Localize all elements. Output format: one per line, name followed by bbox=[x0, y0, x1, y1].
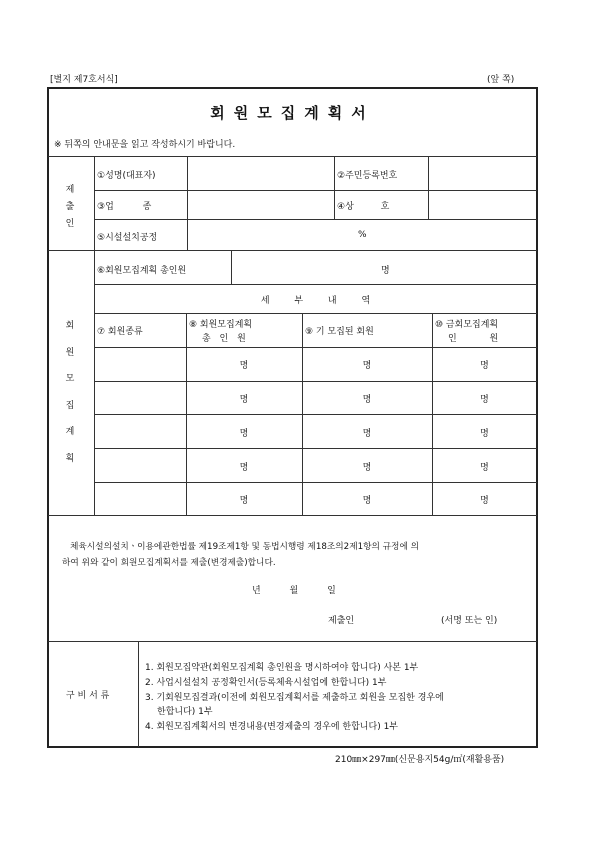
detail-header: 세 부 내 역 bbox=[260, 296, 371, 306]
table-row bbox=[94, 414, 537, 448]
business-type-label: ③업 종 bbox=[97, 202, 152, 212]
document-item-continued: 한합니다) 1부 bbox=[157, 707, 213, 717]
document-item: 1. 회원모집약관(회원모집계획 총인원을 명시하여야 합니다) 사본 1부 bbox=[145, 663, 419, 673]
member-type-field[interactable] bbox=[96, 349, 184, 379]
unit-cell: 명 bbox=[239, 429, 249, 439]
total-members-unit: 명 bbox=[381, 266, 390, 276]
table-row bbox=[94, 381, 537, 414]
unit-cell: 명 bbox=[480, 395, 489, 405]
name-field[interactable] bbox=[189, 158, 332, 188]
table-row bbox=[94, 347, 537, 381]
member-type-field[interactable] bbox=[96, 484, 184, 513]
declaration-line-2: 하여 위와 같이 회원모집계획서를 제출(변경제출)합니다. bbox=[62, 558, 276, 568]
submitter-field[interactable] bbox=[362, 608, 438, 626]
unit-cell: 명 bbox=[480, 463, 489, 473]
document-item: 3. 기회원모집결과(이전에 회원모집계획서를 제출하고 회원을 모집한 경우에 bbox=[145, 693, 444, 703]
page-side: (앞 쪽) bbox=[487, 75, 515, 85]
form-number: [별지 제7호서식] bbox=[50, 75, 118, 85]
submitter-label: 제출인 bbox=[328, 616, 355, 626]
table-row bbox=[94, 482, 537, 515]
unit-cell: 명 bbox=[239, 496, 249, 506]
paper-spec: 210㎜×297㎜(신문용지54g/㎡(재활용품) bbox=[335, 755, 505, 765]
unit-cell: 명 bbox=[480, 429, 489, 439]
unit-cell: 명 bbox=[239, 395, 249, 405]
member-type-field[interactable] bbox=[96, 450, 184, 480]
unit-cell: 명 bbox=[362, 463, 372, 473]
col-planned-total-1: ⑧ 회원모집계획 bbox=[189, 320, 253, 330]
document-item: 2. 사업시설설치 공정확인서(등록체육시설업에 한합니다) 1부 bbox=[145, 678, 387, 688]
unit-cell: 명 bbox=[239, 463, 249, 473]
form-title: 회원모집계획서 bbox=[210, 104, 375, 122]
date-line: 년 월 일 bbox=[252, 586, 336, 596]
total-members-label: ⑥회원모집계획 총인원 bbox=[97, 266, 187, 276]
facility-progress-unit: % bbox=[358, 230, 367, 240]
id-number-label: ②주민등록번호 bbox=[337, 171, 398, 181]
declaration-line-1: 체육시설의설치ㆍ이용에관한법률 제19조제1항 및 동법시행령 제18조의2제1항의 규정에 의 bbox=[70, 542, 419, 552]
trade-name-label: ④상 호 bbox=[337, 202, 390, 212]
business-type-field[interactable] bbox=[189, 192, 332, 217]
required-documents-label: 구 비 서 류 bbox=[66, 691, 110, 701]
id-number-field[interactable] bbox=[430, 158, 535, 188]
facility-progress-label: ⑤시설설치공정 bbox=[97, 233, 158, 243]
applicant-section-label: 제 출 인 bbox=[65, 185, 75, 229]
unit-cell: 명 bbox=[362, 361, 372, 371]
name-label: ①성명(대표자) bbox=[97, 171, 156, 181]
member-type-field[interactable] bbox=[96, 383, 184, 412]
document-item: 4. 회원모집계획서의 변경내용(변경제출의 경우에 한합니다) 1부 bbox=[145, 722, 398, 732]
col-planned-total-2: 총 인 원 bbox=[202, 334, 246, 344]
notice-text: ※ 뒤쪽의 안내문을 읽고 작성하시기 바랍니다. bbox=[54, 140, 236, 150]
plan-section-label: 회 원 모 집 계 획 bbox=[65, 321, 75, 464]
facility-progress-field[interactable] bbox=[189, 221, 535, 248]
col-member-type: ⑦ 회원종류 bbox=[97, 327, 143, 337]
member-type-field[interactable] bbox=[96, 416, 184, 446]
unit-cell: 명 bbox=[480, 361, 489, 371]
unit-cell: 명 bbox=[362, 496, 372, 506]
total-members-field[interactable] bbox=[233, 252, 535, 282]
unit-cell: 명 bbox=[480, 496, 489, 506]
trade-name-field[interactable] bbox=[430, 192, 535, 217]
table-row bbox=[94, 448, 537, 482]
col-current-plan-2: 인 원 bbox=[448, 334, 499, 344]
signature-label: (서명 또는 인) bbox=[441, 616, 498, 626]
unit-cell: 명 bbox=[362, 429, 372, 439]
col-recruited: ⑨ 기 모집된 회원 bbox=[305, 327, 374, 337]
unit-cell: 명 bbox=[239, 361, 249, 371]
col-current-plan-1: ⑩ 금회모집계획 bbox=[435, 320, 499, 330]
unit-cell: 명 bbox=[362, 395, 372, 405]
